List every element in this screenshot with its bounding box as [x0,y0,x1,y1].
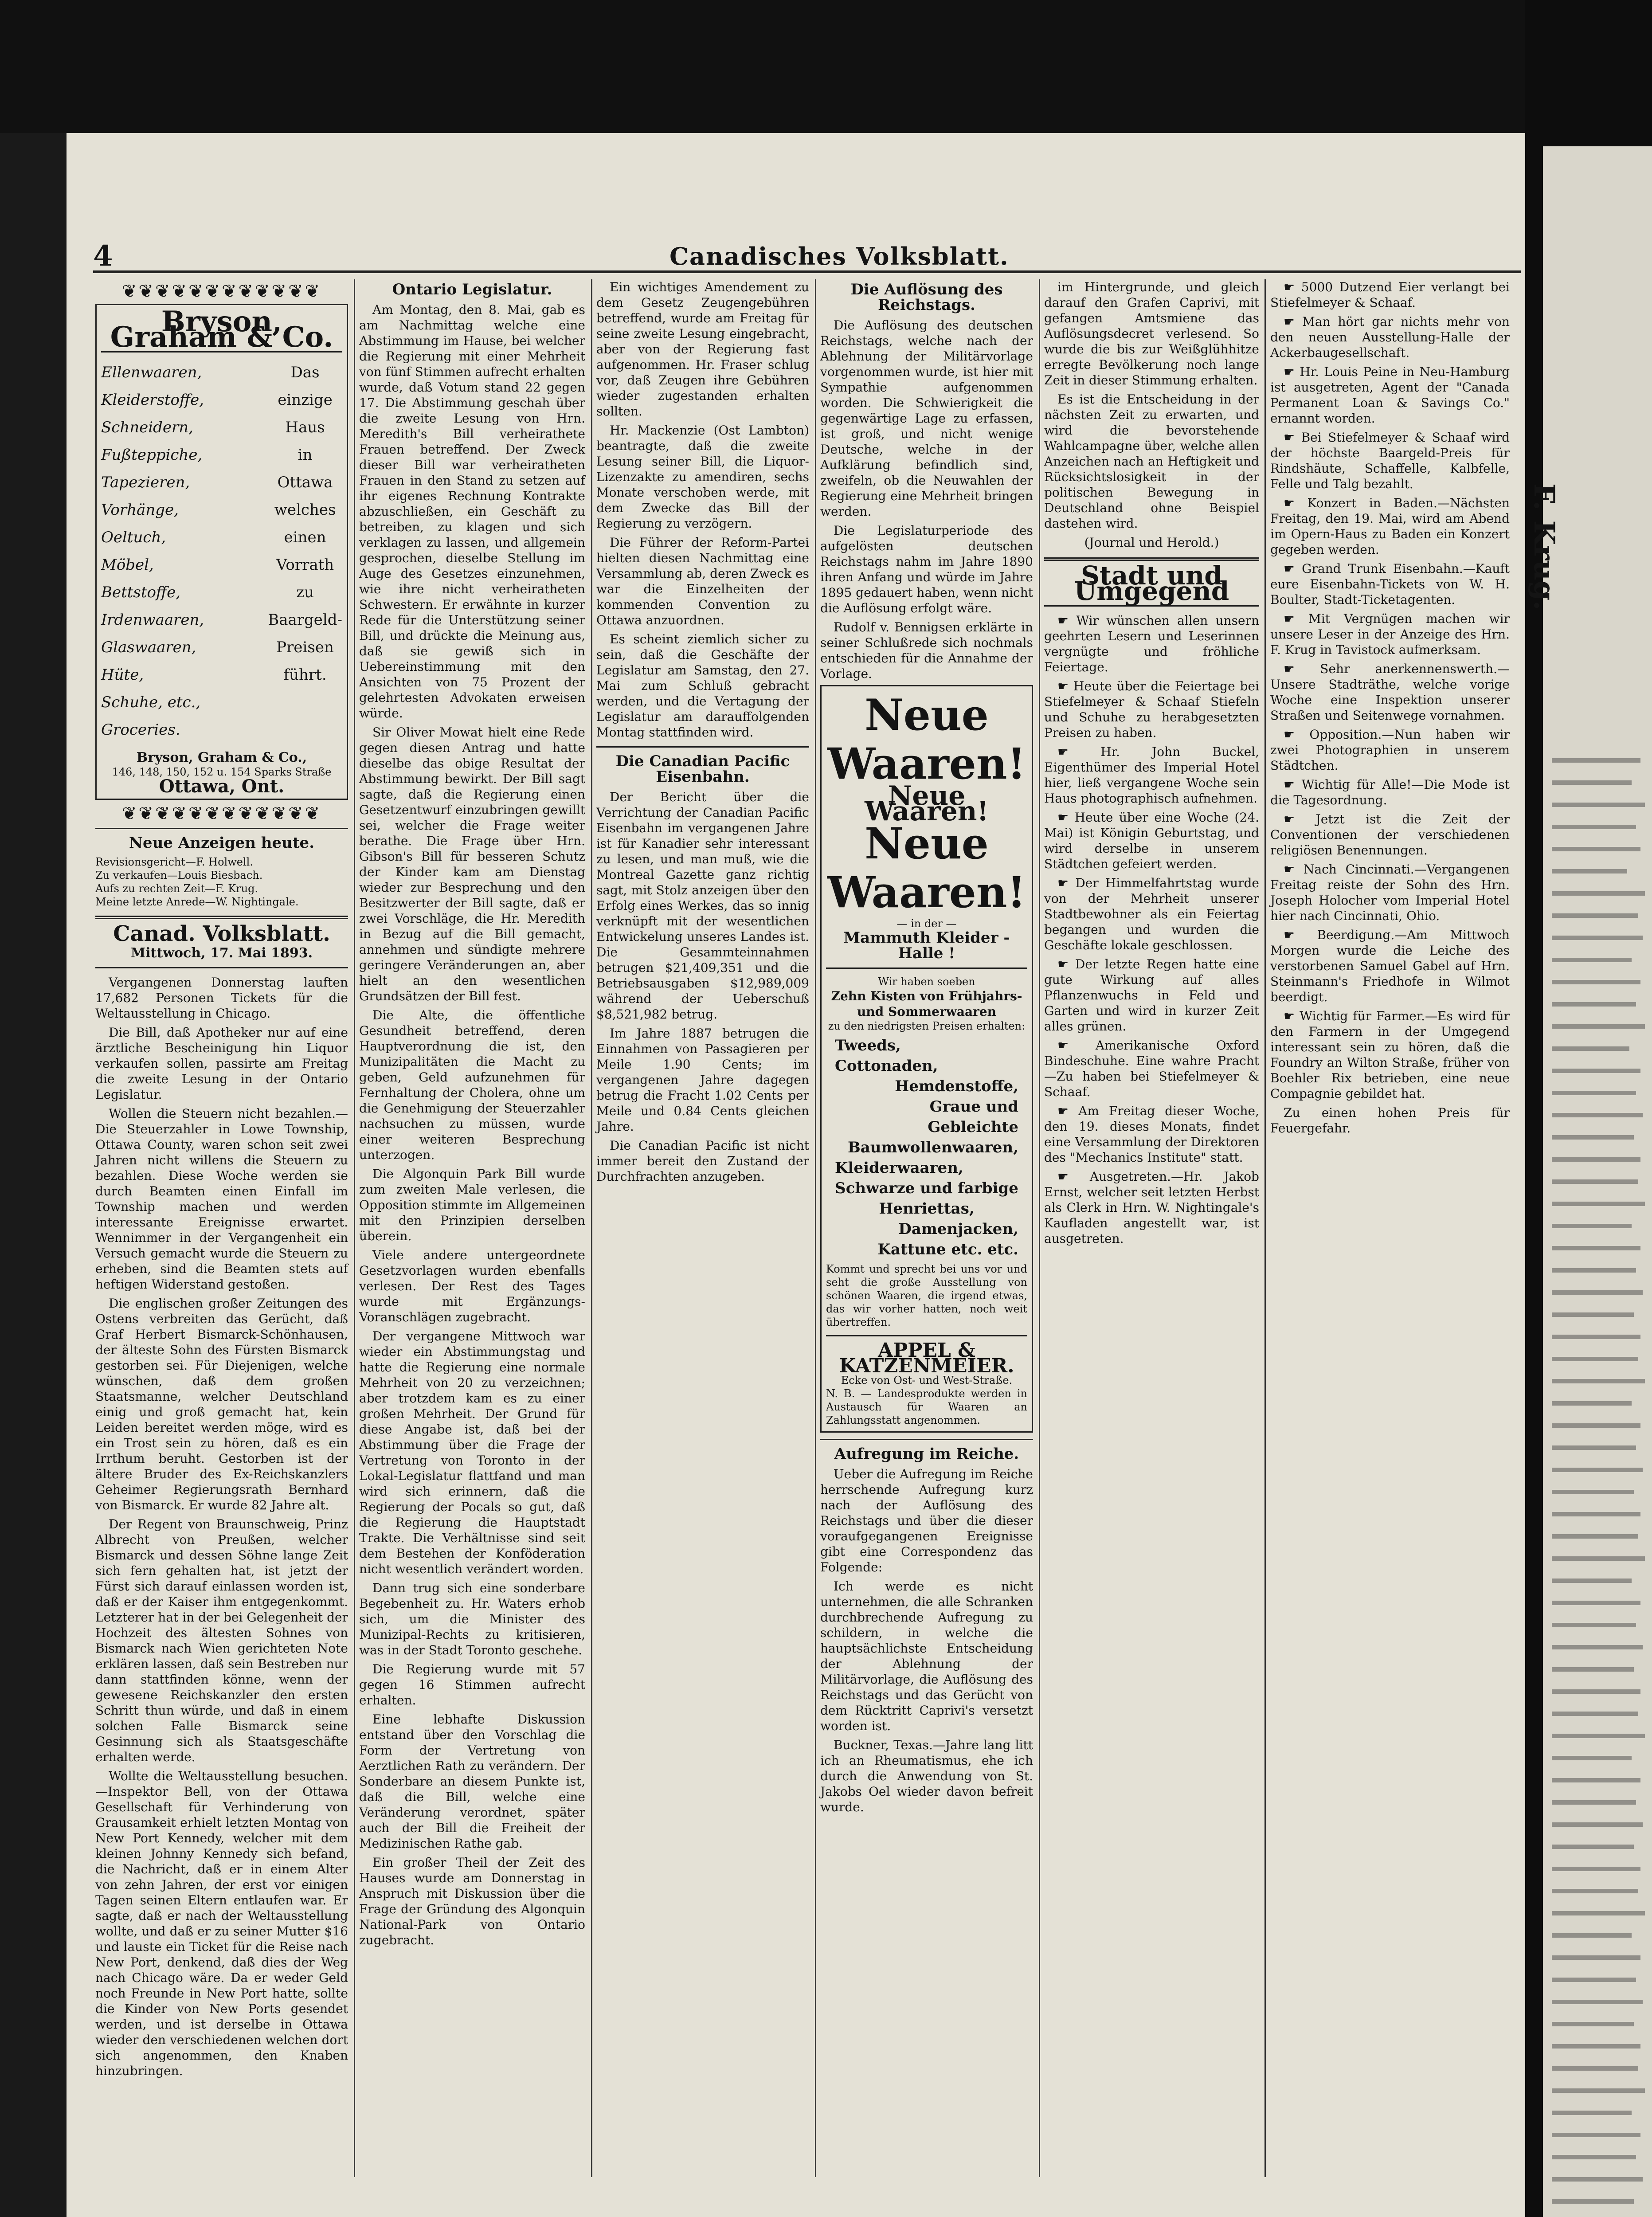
scan-border-top [0,0,1652,133]
article-source: (Journal und Herold.) [1084,535,1219,550]
article-paragraph: Es scheint ziemlich sicher zu sein, daß die Geschäfte der Legislatur am Samstag, den 27. Mai zum Schluß gebracht werden, und die Vertagung der Legislatur am darauffolgenden Montag stattfinden wird. [596,632,809,740]
article-paragraph: Im Jahre 1887 betrugen die Einnahmen von Passagieren per Meile 1.90 Cents; im vergangenen Jahre dagegen betrug die Fracht 1.02 Cents per Meile und 0.84 Cents gleichen Jahre. [596,1026,809,1134]
local-item: ☛ Man hört gar nichts mehr von den neuen Ausstellung-Halle der Ackerbaugesellschaft. [1270,314,1510,360]
column-rule [1264,279,1266,2177]
local-item: ☛ 5000 Dutzend Eier verlangt bei Stiefelmeyer & Schaaf. [1270,279,1510,310]
article-paragraph: Der Bericht über die Verrichtung der Canadian Pacific Eisenbahn im vergangenen Jahre ist für Kanadier sehr interessant zu lesen, und man muß, wie die Montreal Gazette ganz richtig sagt, mit Stolz anzeigen über den Erfolg eines Werkes, das so innig verknüpft mit der wesentlichen Entwickelung unseres Landes ist. Die Gesammteinnahmen betrugen $21,409,351 und die Betriebsausgaben $12,989,009 während der Ueberschuß $8,521,982 betrug. [596,790,809,1022]
article-paragraph: Eine lebhafte Diskussion entstand über den Vorschlag die Form der Vertretung von Aerztlichen Rath zu verändern. Der Sonderbare an diesem Punkte ist, daß die Bill, welche eine Veränderung verordnet, später auch der Bill die Freiheit der Medizinischen Rathe gab. [359,1712,585,1851]
local-item: ☛ Heute über die Feiertage bei Stiefelmeyer & Schaaf Stiefeln und Schuhe zu herabgesetzten Preisen zu haben. [1044,678,1259,740]
local-item: ☛ Am Freitag dieser Woche, den 19. dieses Monats, findet eine Versammlung der Direktoren des "Mechanics Institute" statt. [1044,1103,1259,1165]
article-title: Aufregung im Reiche. [834,1445,1019,1463]
article-paragraph: Ein großer Theil der Zeit des Hauses wurde am Donnerstag in Anspruch mit Diskussion über die Frage der Gründung des Algonquin National-Park von Ontario zugebracht. [359,1855,585,1947]
article-title: Ontario Legislatur. [392,281,552,298]
article-paragraph: Ein wichtiges Amendement zu dem Gesetz Zeugengebühren betreffend, wurde am Freitag für seine zweite Lesung eingebracht, aber von der Regierung fast aufgenommen. Hr. Fraser schlug vor, daß Zeugen ihre Gebühren wieder zugestanden erhalten sollten. [596,280,809,419]
column-rule [354,279,355,2177]
local-item: ☛ Der Himmelfahrtstag wurde von der Mehrheit unserer Stadtbewohner als ein Feiertag begangen und wurden die Geschäfte lokale geschlossen. [1044,875,1259,953]
article-paragraph: Rudolf v. Bennigsen erklärte in seiner Schlußrede sich nochmals entschieden für die Annahme der Vorlage. [820,620,1033,681]
local-item: ☛ Wir wünschen allen unsern geehrten Lesern und Leserinnen vergnügte und fröhliche Feiertage. [1044,613,1259,675]
ad-firm: Bryson, Graham & Co., [136,750,307,765]
local-item: ☛ Konzert in Baden.—Nächsten Freitag, den 19. Mai, wird am Abend im Opern-Haus zu Baden ein Konzert gegeben werden. [1270,495,1510,557]
local-item: ☛ Mit Vergnügen machen wir unsere Leser in der Anzeige des Hrn. F. Krug in Tavistock aufmerksam. [1270,611,1510,658]
article-paragraph: Am Montag, den 8. Mai, gab es am Nachmittag welche eine Abstimmung im Hause, bei welcher die Regierung mit einer Mehrheit von fünf Stimmen aufrecht erhalten wurde, daß Votum stand 22 gegen 17. Die Abstimmung geschah über die zweite Lesung von Hrn. Meredith's Bill verheirathete Frauen betreffend. Der Zweck dieser Bill war verheiratheten Frauen in den Stand zu setzen auf ihr eigenes Rechnung Kontrakte abzuschließen, ein Geschäft zu betreiben, zu klagen und sich verklagen zu lassen, und allgemein gesprochen, dieselbe Stellung im Auge des Gesetzes einzunehmen, wie ihre nicht verheiratheten Schwestern. Er erwähnte in kurzer Rede für die Unterstützung seiner Bill, und drückte die Meinung aus, daß sie gewiß sich in Uebereinstimmung mit den Ansichten von 75 Prozent der gelehrtesten Advokaten erweisen würde. [359,302,585,721]
ad-title: Bryson, Graham & Co. [110,305,333,354]
article-paragraph: Die Canadian Pacific ist nicht immer bereit den Zustand der Durchfrachten anzugeben. [596,1138,809,1184]
local-item: ☛ Nach Cincinnati.—Vergangenen Freitag reiste der Sohn des Hrn. Joseph Holocher vom Imperial Hotel hier nach Cincinnati, Ohio. [1270,862,1510,924]
local-item: ☛ Beerdigung.—Am Mittwoch Morgen wurde die Leiche des verstorbenen Samuel Gabel auf Hrn. Steinmann's Friedhofe in Wilmot beerdigt. [1270,927,1510,1005]
page-header [93,239,1521,273]
article-paragraph: Wollte die Weltausstellung besuchen.—Inspektor Bell, von der Ottawa Gesellschaft für Verhinderung von Grausamkeit erhielt letzten Montag von New Port Kennedy, welcher mit dem kleinen Johnny Kennedy sich befand, die Nachricht, daß er in einem Alter von zehn Jahren, der erst vor einigen Tagen seinen Eltern entlaufen war. Er sagte, daß er nach der Weltausstellung wollte, und daß er zu seiner Mutter $16 und lauste ein Ticket für die Reise nach New Port, denkend, daß dies der Weg nach Chicago wäre. Da er weder Geld noch Freunde in New Port hatte, sollte die Kinder von New Ports gesendet werden, und ist derselbe in Ottawa wieder den verschiedenen welchen dort sich angenommen, den Knaben hinzubringen. [95,1769,348,2078]
ad-city: Ottawa, Ont. [159,776,285,797]
article-paragraph: Die englischen großer Zeitungen des Ostens verbreiten das Gerücht, daß Graf Herbert Bismarck-Schönhausen, der älteste Sohn des Fürsten Bismarck gestorben sei. Für Diejenigen, welche wünschen, daß dem großen Staatsmanne, welcher Deutschland einig und groß gemacht hat, kein Leiden bereitet werden möge, wird es ein Trost sein zu hören, daß es ein Irrthum beruht. Gestorben ist der ältere Bruder des Ex-Reichskanzlers Geheimer Regierungsrath Bernhard von Bismarck. Er wurde 82 Jahre alt. [95,1296,348,1512]
article-paragraph: Die Alte, die öffentliche Gesundheit betreffend, deren Hauptverordnung die ist, den Munizipalitäten die Macht zu geben, Geld aufzunehmen für Fernhaltung der Cholera, ohne um die Genehmigung der Steuerzahler nachsuchen zu müssen, wurde einer weiteren Besprechung unterzogen. [359,1008,585,1162]
local-item: ☛ Amerikanische Oxford Bindeschuhe. Eine wahre Pracht—Zu haben bei Stiefelmeyer & Schaaf. [1044,1038,1259,1100]
column-4 [820,279,1033,2177]
adjacent-page-strip [1527,146,1652,2217]
local-item: ☛ Heute über eine Woche (24. Mai) ist Königin Geburtstag, und wird derselbe in unserem Städtchen gefeiert werden. [1044,810,1259,872]
article-paragraph: Zu einen hohen Preis für Feuergefahr. [1270,1105,1510,1136]
article-paragraph: Der Regent von Braunschweig, Prinz Albrecht von Preußen, welcher Bismarck und dessen Söhne lange Zeit sich fern gehalten hat, ist jetzt der Fürst sich darauf einlassen worden ist, daß er der Kaiser ihm entgegenkommt. Letzterer hat in der bei Gelegenheit der Hochzeit des ältesten Sohnes von Bismarck nach Wien gerichteten Note erklären lassen, daß sein Bestreben nur dann stattfinden könne, wenn der gewesene Reichskanzler den ersten Schritt thun würde, und daß in einem solchen Falle Bismarck seine Gesinnung sich als Staatsgeschäfte erhalten werde. [95,1517,348,1764]
article-paragraph: Die Auflösung des deutschen Reichstags, welche nach der Ablehnung der Militärvorlage vorgenommen wurde, ist hier mit Sympathie aufgenommen worden. Die Schwierigkeit die gegenwärtige Lage zu erfassen, ist groß, und nicht wenige Deutsche, welche in der Aufklärung befindlich sind, zweifeln, ob die Neuwahlen der Regierung eine Mehrheit bringen werden. [820,318,1033,519]
article-paragraph: Ueber die Aufregung im Reiche herrschende Aufregung kurz nach der Auflösung des Reichstags und über die dieser voraufgegangenen Ereignisse gibt eine Correspondenz das Folgende: [820,1467,1033,1575]
ad-address: 146, 148, 150, 152 u. 154 Sparks Straße [112,766,332,778]
article-paragraph: Ich werde es nicht unternehmen, die alle Schranken durchbrechende Aufregung zu schildern, in welche die hauptsächlichste Entscheidung der Ablehnung der Militärvorlage, die Auflösung des Reichstags und das Gerücht von dem Rücktritt Caprivi's versetzt worden ist. [820,1579,1033,1733]
firm-name: APPEL & KATZENMEIER. [839,1339,1014,1377]
article-title: Die Canadian Pacific Eisenbahn. [615,752,790,786]
ornament-rule: ❦❦❦❦❦❦❦❦❦❦❦❦ [121,281,322,302]
ad-headline: Neue Waaren! [827,819,1026,917]
new-ads-list: Revisionsgericht—F. Holwell. Zu verkaufen—Louis Biesbach. Aufs zu rechten Zeit—F. Krug. Meine letzte Anrede—W. Nightingale. [95,856,299,908]
ornament-rule: ❦❦❦❦❦❦❦❦❦❦❦❦ [121,803,322,824]
masthead: Canadisches Volksblatt. [669,242,1009,270]
article-paragraph: Wollen die Steuern nicht bezahlen.—Die Steuerzahler in Lowe Township, Ottawa County, waren schon seit zwei Jahren nicht willens die Steuern zu bezahlen. Diese Woche werden sie durch Beamten einen Einfall im Township machen und werden interessante Ereignisse erwartet. Wennimmer in der Vergangenheit ein Versuch gemacht wurde die Steuern zu erheben, sind die Beamten stets auf heftigen Widerstand gestoßen. [95,1106,348,1292]
article-paragraph: Der vergangene Mittwoch war wieder ein Abstimmungstag und hatte die Regierung eine normale Mehrheit von 20 zu verzeichnen; aber trotzdem kam es zu einer großen Mehrheit. Der Grund für diese Angabe ist, daß bei der Abstimmung über die Frage der Vertretung von Toronto in der Lokal-Legislatur flattfand und man wird sich erinnern, daß die Regierung der Pocals so gut, daß die Regierung die Hauptstadt Trakte. Die Verhältnisse sind seit dem Bestehen der Konföderation nicht wesentlich verändert worden. [359,1329,585,1576]
section-title: Stadt und Umgegend [1074,560,1229,606]
article-paragraph: Vergangenen Donnerstag lauften 17,682 Personen Tickets für die Weltausstellung in Chicago. [95,975,348,1021]
new-ads-title: Neue Anzeigen heute. [129,834,315,852]
date-line: Mittwoch, 17. Mai 1893. [130,945,313,961]
local-item: ☛ Bei Stiefelmeyer & Schaaf wird der höchste Baargeld-Preis für Rindshäute, Schaffelle, Kalbfelle, Felle und Talg bezahlt. [1270,430,1510,492]
article-paragraph: Die Bill, daß Apotheker nur auf eine ärztliche Bescheinigung hin Liquor verkaufen sollen, passirte am Freitag die zweite Lesung in der Ontario Legislatur. [95,1025,348,1102]
neue-waaren-ad: Neue Waaren! Neue Waaren! Neue Waaren! — in der — Mammuth Kleider - Halle ! Wir haben soeben Zehn Kisten von Frühjahrs- und Sommerwaaren zu den niedrigsten Preisen erhalten: Tweeds, Cottonaden, Hemdenstoffe, Graue und Gebleichte Baumwollenwaaren, Kleiderwaaren, Schwarze und farbige Henriettas, Damenjacken, Kattune etc. etc. Kommt und sprecht bei uns vor und seht die große Ausstellung von schönen Waaren, die irgend etwas, das wir vorher hatten, noch weit übertreffen. APPEL & KATZENMEIER. Ecke von Ost- und West-Straße. N. B. — Landesprodukte werden in Austausch für Waaren an Zahlungsstatt angenommen. [820,685,1033,1433]
adjacent-page-heading: F. Krug. [1527,483,1561,611]
local-item: ☛ Der letzte Regen hatte eine gute Wirkung auf alles Pflanzenwuchs in Feld und Garten und wird in kurzer Zeit alles grünen. [1044,956,1259,1034]
ad-store-name: Mammuth Kleider - Halle ! [843,929,1010,962]
local-item: ☛ Ausgetreten.—Hr. Jakob Ernst, welcher seit letzten Herbst als Clerk in Hrn. W. Nightingale's Kaufladen angestellt war, ist ausgetreten. [1044,1169,1259,1246]
local-item: ☛ Wichtig für Farmer.—Es wird für den Farmern in der Umgegend interessant sein zu hören, daß die Foundry an Wilton Straße, früher von Boehler Rix betrieben, eine neue Compagnie gebildet hat. [1270,1008,1510,1101]
article-paragraph: Buckner, Texas.—Jahre lang litt ich an Rheumatismus, ehe ich durch die Anwendung von St. Jakobs Oel wieder davon befreit wurde. [820,1738,1033,1814]
column-6 [1270,279,1510,2177]
ad-goods-list: Tweeds, Cottonaden, Hemdenstoffe, Graue und Gebleichte Baumwollenwaaren, Kleiderwaaren, Schwarze und farbige Henriettas, Damenjacken, Kattune etc. etc. [835,1037,1018,1258]
column-3 [596,279,809,2177]
column-5 [1044,279,1259,2177]
article-paragraph: Die Führer der Reform-Partei hielten diesen Nachmittag eine Versammlung ab, deren Zweck es war die Einzelheiten der kommenden Convention zu Ottawa anzuordnen. [596,535,809,627]
local-item: ☛ Opposition.—Nun haben wir zwei Photographien in unserem Städtchen. [1270,727,1510,773]
column-rule [1039,279,1040,2177]
local-item: ☛ Sehr anerkennenswerth.—Unsere Stadträthe, welche vorige Woche eine Inspektion unserer Straßen und Seitenwege vornahmen. [1270,661,1510,723]
ad-headline: Neue Waaren! [827,690,1026,789]
article-paragraph: im Hintergrunde, und gleich darauf den Grafen Caprivi, mit gefangen Amtsmiene das Auflösungsdecret verlesend. So wurde die bis zur Weißglühhitze erregte Bevölkerung noch lange Zeit in dieser Stimmung erhalten. [1044,280,1259,388]
local-item: ☛ Wichtig für Alle!—Die Mode ist die Tagesordnung. [1270,777,1510,808]
article-paragraph: Viele andere untergeordnete Gesetzvorlagen wurden ebenfalls verlesen. Der Rest des Tages wurde mit Ergänzungs-Voranschlägen zugebracht. [359,1248,585,1324]
ad-subheadline: Neue Waaren! [865,780,989,827]
bryson-graham-ad [95,304,348,800]
article-paragraph: Die Algonquin Park Bill wurde zum zweiten Male verlesen, die Opposition stimmte im Allgemeinen mit den Prinzipien derselben überein. [359,1167,585,1243]
local-item: ☛ Hr. John Buckel, Eigenthümer des Imperial Hotel hier, ließ vergangene Woche sein Haus photographisch aufnehmen. [1044,744,1259,806]
ad-items-left: Ellenwaaren, Kleiderstoffe, Schneidern, Fußteppiche, Tapezieren, Vorhänge, Oeltuch, Möbel, Bettstoffe, Irdenwaaren, Glaswaaren, Hüte, Schuhe, etc., Groceries. [101,364,204,739]
column-1 [95,279,348,2177]
ad-items-right: Das einzige Haus in Ottawa welches einen Vorrath zu Baargeld- Preisen führt. [268,364,342,684]
article-paragraph: Dann trug sich eine sonderbare Begebenheit zu. Hr. Waters erhob sich, um die Minister des Munizipal-Rechts zu kritisieren, was in der Stadt Toronto geschehe. [359,1581,585,1657]
column-rule [591,279,592,2177]
article-paragraph: Sir Oliver Mowat hielt eine Rede gegen diesen Antrag und hatte dieselbe das obige Resultat der Abstimmung bewirkt. Der Bill sagt sagte, daß die Regierung einen Gesetzentwurf einzubringen gewillt sei, welcher die Frage weiter berathe. Die Frage über Hrn. Gibson's Bill für besseren Schutz der Kinder kam am Dienstag wieder zur Besprechung und den Besitzwerter der Bill sagte, daß er zwei Vorschläge, die Hr. Meredith in Bezug auf die Bill gemacht, annehmen und sündigte mehrere geringere Veränderungen an, aber hielt an den wesentlichen Grundsätzen der Bill fest. [359,725,585,1003]
article-paragraph: Es ist die Entscheidung in der nächsten Zeit zu erwarten, und wird die bevorstehende Wahlcampagne über, welche allen Anzeichen nach an Heftigkeit und Rücksichtslosigkeit in der politischen Bewegung in Deutschland ohne Beispiel dastehen wird. [1044,392,1259,531]
article-paragraph: Die Regierung wurde mit 57 gegen 16 Stimmen aufrecht erhalten. [359,1662,585,1708]
column-2 [359,279,585,2177]
paper-title: Canad. Volksblatt. [113,921,330,946]
article-paragraph: Hr. Mackenzie (Ost Lambton) beantragte, daß die zweite Lesung seiner Bill, die Liquor-Lizenzakte zu amendiren, sechs Monate verschoben werde, mit dem Zwecke das Bill der Regierung zu verzögern. [596,423,809,531]
local-item: ☛ Hr. Louis Peine in Neu-Hamburg ist ausgetreten, Agent der "Canada Permanent Loan & Savings Co." ernannt worden. [1270,364,1510,426]
column-rule [815,279,816,2177]
page-number: 4 [93,239,113,273]
local-item: ☛ Jetzt ist die Zeit der Conventionen der verschiedenen religiösen Benennungen. [1270,811,1510,858]
local-item: ☛ Grand Trunk Eisenbahn.—Kauft eure Eisenbahn-Tickets von W. H. Boulter, Stadt-Ticketagenten. [1270,561,1510,607]
article-title: Die Auflösung des Reichstags. [850,281,1003,314]
article-paragraph: Die Legislaturperiode des aufgelösten deutschen Reichstags nahm im Jahre 1890 ihren Anfang und würde im Jahre 1895 gedauert haben, wenn nicht die Auflösung erfolgt wäre. [820,523,1033,615]
